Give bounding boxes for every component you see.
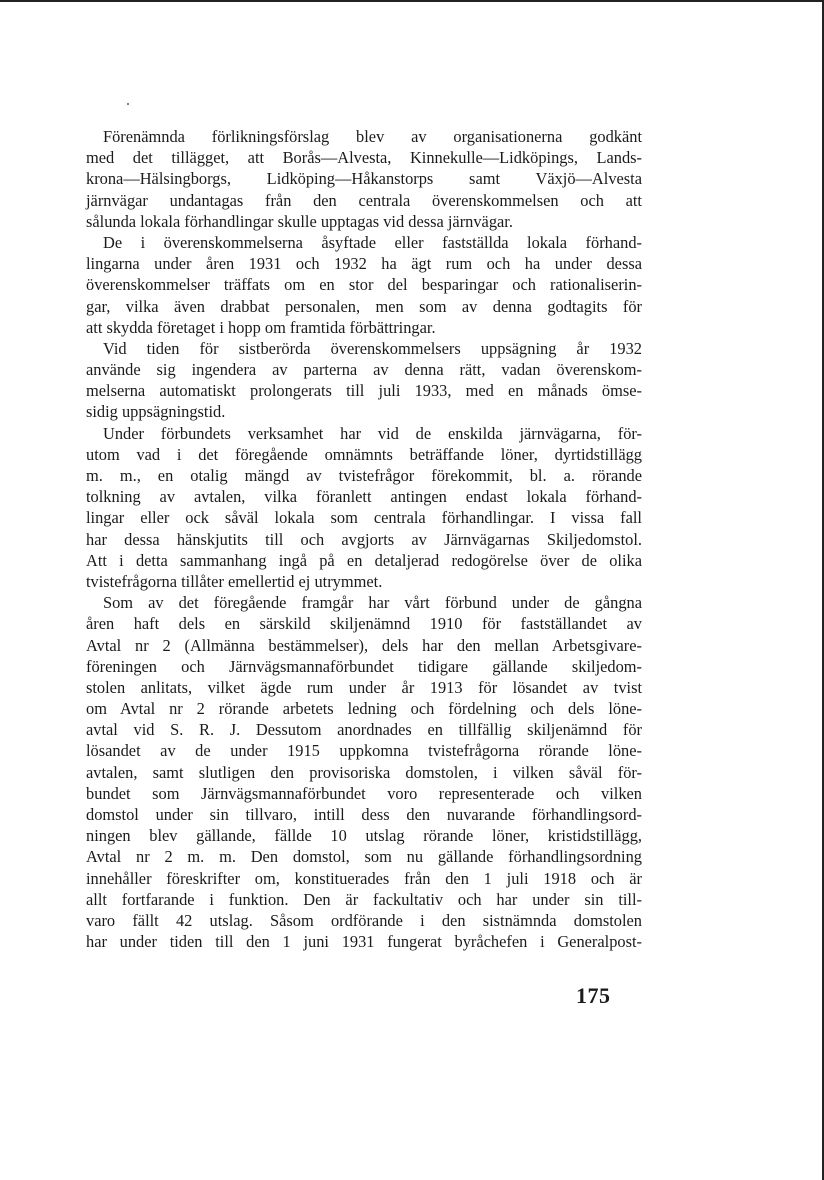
text-line: innehåller föreskrifter om, konstituerades från den 1 juli 1918 och är [86, 868, 642, 888]
text-line: lösandet av de under 1915 uppkomna tvistefrågorna rörande löne- [86, 741, 642, 761]
page-edge-top [0, 0, 824, 2]
text-line: Att i detta sammanhang ingå på en detaljerad redogörelse över de olika [86, 550, 642, 570]
text-line: allt fortfarande i funktion. Den är fackultativ och har under sin till- [86, 889, 642, 909]
text-line: att skydda företaget i hopp om framtida förbättringar. [86, 317, 436, 337]
text-line: utom vad i det föregående omnämnts beträffande löner, dyrtidstillägg [86, 444, 642, 464]
text-line: med det tillägget, att Borås—Alvesta, Kinnekulle—Lidköpings, Lands- [86, 148, 642, 168]
text-line: lingarna under åren 1931 och 1932 ha ägt rum och ha under dessa [86, 254, 642, 274]
text-line: lingar eller ock såväl lokala som centrala förhandlingar. I vissa fall [86, 508, 642, 528]
text-line: Avtal nr 2 (Allmänna bestämmelser), dels har den mellan Arbetsgivare- [86, 635, 642, 655]
text-line: använde sig ingendera av parterna av denna rätt, vadan överenskom- [86, 360, 642, 380]
body-text [86, 126, 642, 952]
text-line: melserna automatiskt prolongerats till juli 1933, med en månads ömse- [86, 381, 642, 401]
text-line: har under tiden till den 1 juni 1931 fungerat byråchefen i Generalpost- [86, 932, 642, 952]
page-number: 175 [576, 983, 611, 1008]
text-line: krona—Hälsingborgs, Lidköping—Håkanstorps samt Växjö—Alvesta [86, 169, 642, 189]
text-line: bundet som Järnvägsmannaförbundet voro representerade och vilken [86, 783, 642, 803]
text-line: m. m., en otalig mängd av tvistefrågor förekommit, bl. a. rörande [86, 466, 642, 485]
text-line: ningen blev gällande, fällde 10 utslag rörande löner, kristidstillägg, [86, 826, 642, 846]
text-line: sålunda lokala förhandlingar skulle upptagas vid dessa järnvägar. [86, 211, 513, 231]
text-line: Under förbundets verksamhet har vid de enskilda järnvägarna, för- [103, 423, 642, 443]
text-line: överenskommelser träffats om en stor del besparingar och rationaliserin- [86, 275, 642, 295]
scan-speck [127, 103, 129, 105]
text-line: avtal vid S. R. J. Dessutom anordnades en tillfällig skiljenämnd för [86, 720, 642, 740]
text-line: Förenämnda förlikningsförslag blev av organisationerna godkänt [103, 127, 642, 146]
text-line: Vid tiden för sistberörda överenskommelsers uppsägning år 1932 [103, 338, 642, 358]
text-line: föreningen och Järnvägsmannaförbundet tidigare gällande skiljedom- [86, 656, 642, 676]
text-line: sidig uppsägningstid. [86, 402, 226, 422]
text-line: Som av det föregående framgår har vårt förbund under de gångna [103, 593, 642, 613]
text-line: Avtal nr 2 m. m. Den domstol, som nu gällande förhandlingsordning [86, 847, 642, 867]
text-line: De i överenskommelserna åsyftade eller fastställda lokala förhand- [103, 232, 642, 252]
text-line: om Avtal nr 2 rörande arbetets ledning och fördelning och dels löne- [86, 699, 642, 719]
text-line: tolkning av avtalen, vilka föranlett antingen endast lokala förhand- [86, 487, 642, 507]
text-line: tvistefrågorna tillåter emellertid ej utrymmet. [86, 571, 383, 591]
text-line: åren haft dels en särskild skiljenämnd 1910 för fastställandet av [86, 614, 642, 634]
text-line: varo fällt 42 utslag. Såsom ordförande i den sistnämnda domstolen [86, 910, 642, 930]
text-line: stolen anlitats, vilket ägde rum under år 1913 för lösandet av tvist [86, 677, 642, 697]
text-line: avtalen, samt slutligen den provisoriska domstolen, i vilken såväl för- [86, 762, 642, 782]
text-line: domstol under sin tillvaro, intill dess den nuvarande förhandlingsord- [86, 805, 642, 824]
text-line: har dessa hänskjutits till och avgjorts av Järnvägarnas Skiljedomstol. [86, 529, 642, 549]
text-line: gar, vilka även drabbat personalen, men som av denna godtagits för [86, 296, 642, 316]
text-line: järnvägar undantagas från den centrala överenskommelsen och att [86, 190, 642, 210]
